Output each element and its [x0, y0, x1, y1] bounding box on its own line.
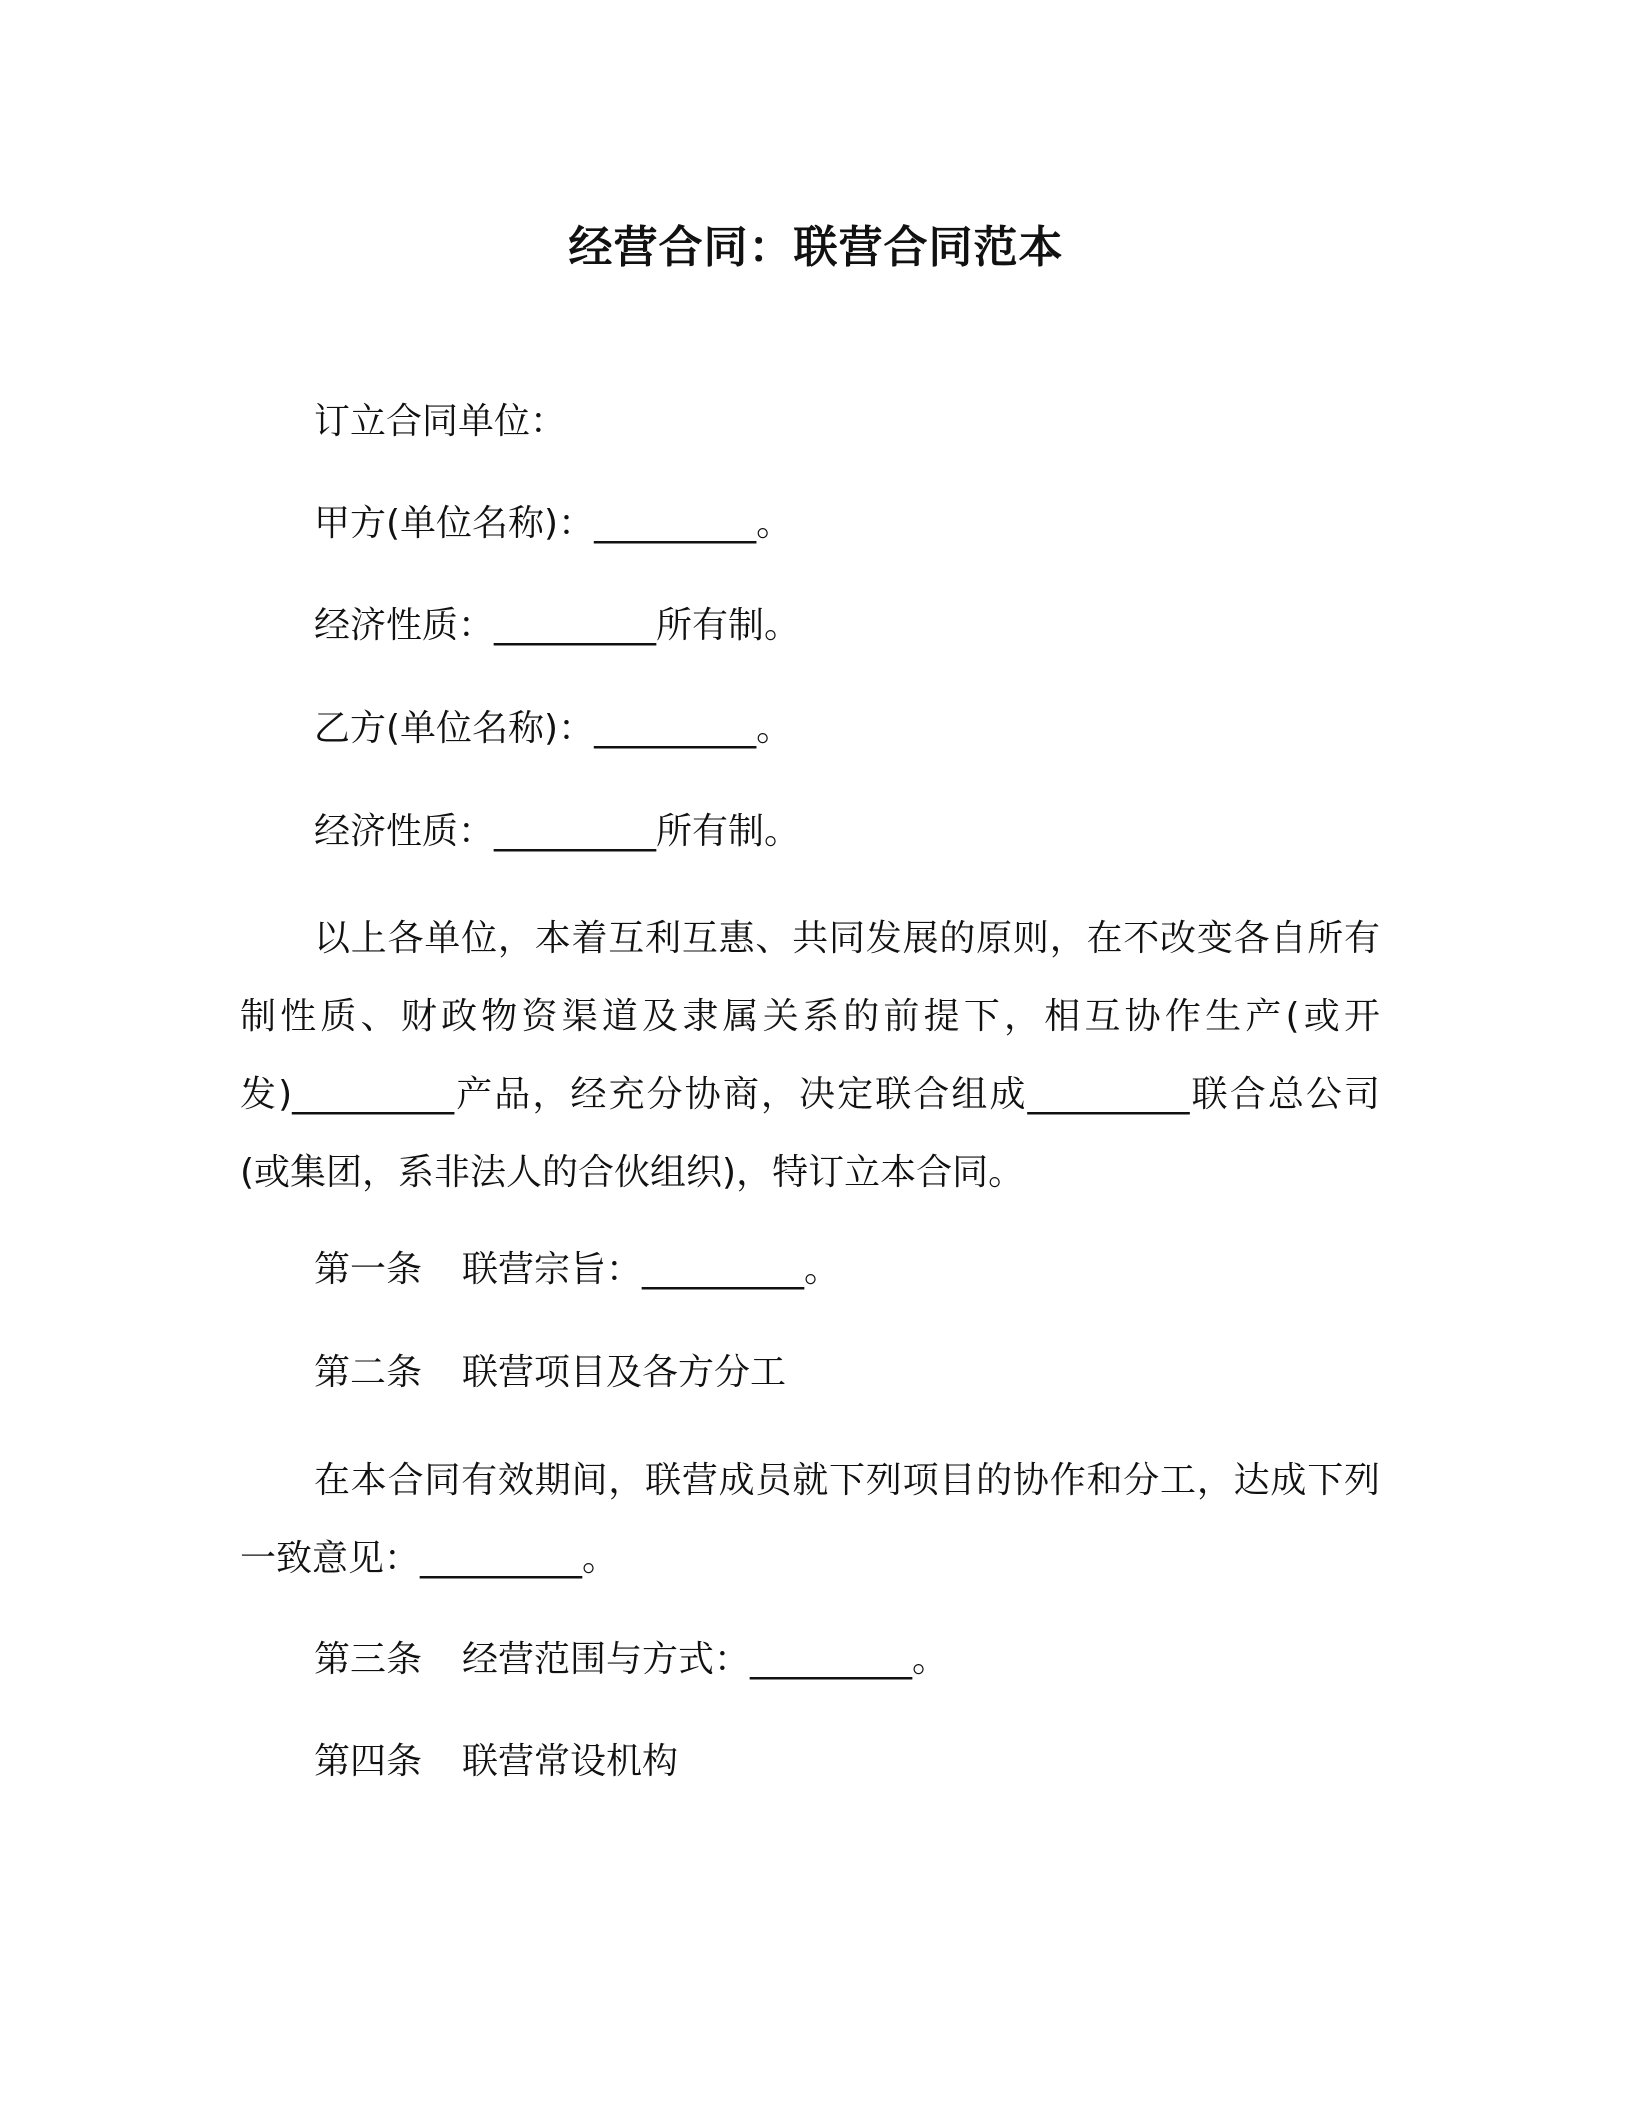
contract-parties-heading: 订立合同单位：	[314, 401, 567, 442]
article-2-text: 联营项目及各方分工	[462, 1352, 787, 1393]
intro-paragraph: 以上各单位，本着互利互惠、共同发展的原则，在不改变各自所有制性质、财政物资渠道及隶属关系的前提下，相互协作生产(或开发)_________产品，经充分协商，决定联合组成_________联合总公司(或集团，系非法人的合伙组织)，特订立本合同。	[240, 918, 1380, 1193]
article-3-number: 第三条	[314, 1639, 423, 1680]
article-1-number: 第一条	[314, 1249, 423, 1290]
article-4-text: 联营常设机构	[462, 1741, 679, 1782]
article-3-text: 经营范围与方式：_________。	[462, 1639, 949, 1680]
article-4-number: 第四条	[314, 1741, 423, 1782]
party-a-economic-nature-line: 经济性质：_________所有制。	[314, 605, 801, 646]
document-title: 经营合同：联营合同范本	[568, 222, 1064, 273]
party-a-name-line: 甲方(单位名称)：_________。	[314, 503, 793, 544]
article-2-number: 第二条	[314, 1352, 423, 1393]
article-3	[314, 1636, 948, 1684]
article-1	[314, 1246, 840, 1294]
article-2-paragraph: 在本合同有效期间，联营成员就下列项目的协作和分工，达成下列一致意见：_________。	[240, 1460, 1380, 1579]
article-2	[314, 1349, 786, 1397]
article-4	[314, 1738, 678, 1786]
party-b-name-line: 乙方(单位名称)：_________。	[314, 708, 793, 749]
party-b-economic-nature-line: 经济性质：_________所有制。	[314, 811, 801, 852]
article-1-text: 联营宗旨：_________。	[462, 1249, 841, 1290]
